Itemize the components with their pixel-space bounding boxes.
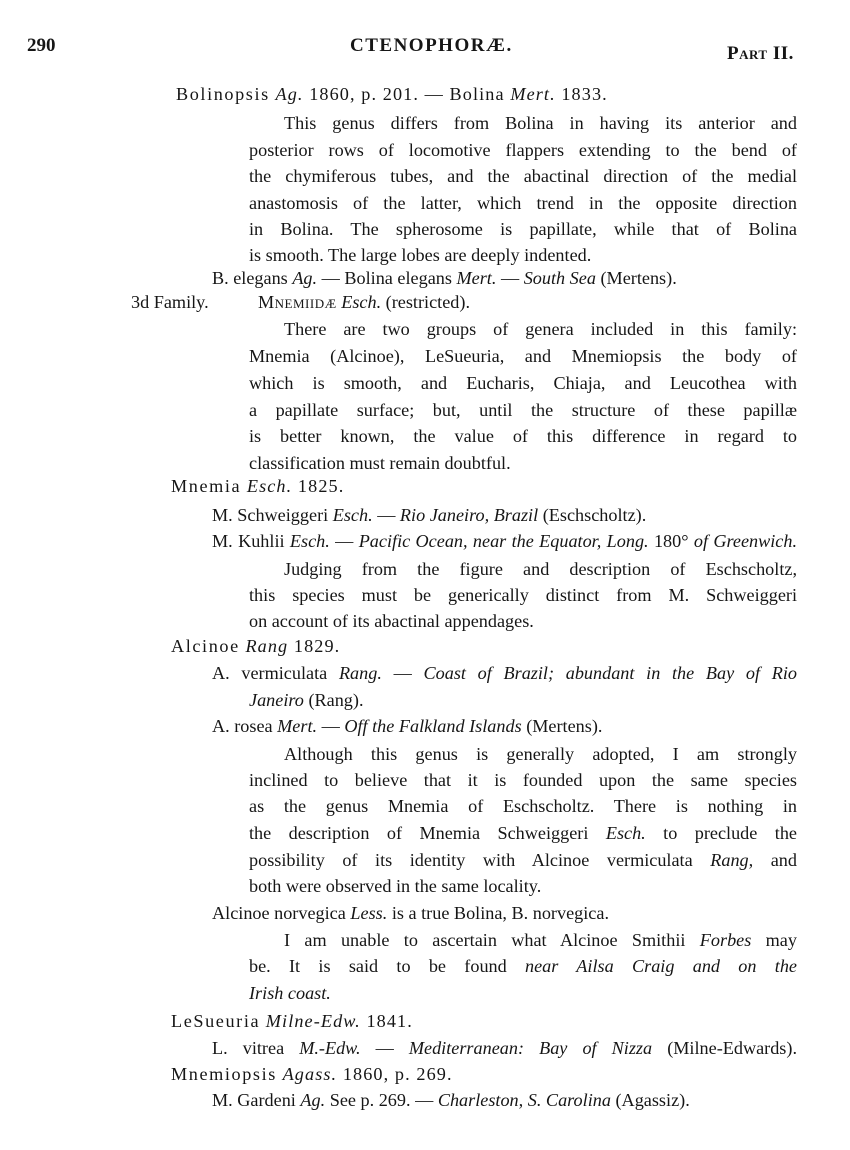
genus-name: Bolinopsis bbox=[176, 84, 270, 104]
text-run: on account of its abactinal appendages. bbox=[249, 611, 534, 631]
text-run: 1825. bbox=[292, 476, 345, 496]
paragraph-line bbox=[249, 423, 797, 449]
text-run: the chymiferous tubes, and the abactinal direction of the medial bbox=[249, 166, 797, 186]
paragraph-line bbox=[249, 980, 331, 1006]
paragraph-line bbox=[249, 216, 797, 242]
text-run: — bbox=[329, 531, 359, 551]
paragraph-line bbox=[249, 370, 797, 396]
italic-text: Agass. bbox=[282, 1064, 338, 1084]
text-run: anastomosis of the latter, which trend in the opposite direction bbox=[249, 193, 797, 213]
text-run: as the genus Mnemia of Eschscholtz. There is nothing in bbox=[249, 796, 797, 816]
text-run: Alcinoe norvegica bbox=[212, 903, 351, 923]
text-run: 1860, p. 269. bbox=[337, 1064, 453, 1084]
text-run: 1841. bbox=[360, 1011, 413, 1031]
text-run: (Agassiz). bbox=[610, 1090, 690, 1110]
paragraph-line bbox=[249, 137, 797, 163]
paragraph-line bbox=[249, 343, 797, 369]
text-run: is better known, the value of this difference in regard to bbox=[249, 426, 797, 446]
family-name bbox=[258, 289, 470, 315]
paragraph-line bbox=[284, 110, 797, 136]
text-run: — bbox=[496, 268, 524, 288]
species-entry bbox=[212, 1035, 797, 1061]
italic-text: Esch. bbox=[605, 823, 646, 843]
italic-text: Milne-Edw. bbox=[265, 1011, 361, 1031]
species-entry bbox=[212, 528, 797, 554]
italic-text: Rio Janeiro, Brazil bbox=[399, 505, 539, 525]
text-run: 3d Family. bbox=[131, 292, 209, 312]
paragraph-line bbox=[249, 793, 797, 819]
part-label: Part II. bbox=[727, 43, 794, 64]
text-run: be. It is said to be found bbox=[249, 956, 526, 976]
paragraph-line bbox=[249, 397, 797, 423]
italic-text: of Greenwich. bbox=[693, 531, 798, 551]
italic-text: Esch. bbox=[246, 476, 293, 496]
text-run: 1829. bbox=[288, 636, 341, 656]
paragraph-line bbox=[249, 582, 797, 608]
text-run: B. elegans bbox=[212, 268, 293, 288]
running-title: CTENOPHORÆ. bbox=[350, 35, 513, 56]
text-run: is a true Bolina, B. norvegica. bbox=[387, 903, 609, 923]
genus-heading bbox=[171, 1061, 453, 1087]
text-run: Judging from the figure and description of Eschscholtz, bbox=[284, 559, 797, 579]
italic-text: Rang bbox=[245, 636, 289, 656]
paragraph-line bbox=[249, 953, 797, 979]
italic-text: Charleston, S. Carolina bbox=[437, 1090, 611, 1110]
italic-text: Janeiro bbox=[249, 690, 304, 710]
genus-heading bbox=[171, 1008, 413, 1034]
text-run: 1833. bbox=[555, 84, 608, 104]
paragraph-line bbox=[249, 820, 797, 846]
text-run: — bbox=[360, 1038, 409, 1058]
text-run: is smooth. The large lobes are deeply indented. bbox=[249, 245, 592, 265]
italic-text: Less. bbox=[350, 903, 388, 923]
species-entry bbox=[212, 660, 797, 686]
italic-text: Coast of Brazil; abundant in the Bay of Rio bbox=[423, 663, 798, 683]
page-number: 290 bbox=[27, 35, 56, 56]
species-entry bbox=[212, 900, 609, 926]
genus-name: Alcinoe bbox=[171, 636, 240, 656]
text-run: M. Gardeni bbox=[212, 1090, 301, 1110]
species-entry bbox=[212, 1087, 690, 1113]
paragraph-line bbox=[249, 608, 534, 634]
text-run: See p. 269. — bbox=[325, 1090, 438, 1110]
paragraph-line bbox=[249, 767, 797, 793]
family-label bbox=[131, 289, 209, 315]
italic-text: Off the Falkland Islands bbox=[344, 716, 522, 736]
text-run: A. rosea bbox=[212, 716, 278, 736]
text-run: — bbox=[372, 505, 400, 525]
paragraph-line bbox=[284, 927, 797, 953]
species-entry bbox=[212, 713, 602, 739]
italic-text: Pacific Ocean, near the Equator, Long. bbox=[358, 531, 649, 551]
text-run: both were observed in the same locality. bbox=[249, 876, 542, 896]
text-run: I am unable to ascertain what Alcinoe Smithii bbox=[284, 930, 700, 950]
genus-heading bbox=[171, 633, 340, 659]
text-run: to preclude the bbox=[645, 823, 797, 843]
text-run: This genus differs from Bolina in having its anterior and bbox=[284, 113, 797, 133]
text-run: possibility of its identity with Alcinoe vermiculata bbox=[249, 850, 711, 870]
italic-text: Mert. bbox=[277, 716, 318, 736]
text-run: A. vermiculata bbox=[212, 663, 339, 683]
genus-name: Mnemia bbox=[171, 476, 242, 496]
text-run: M. Kuhlii bbox=[212, 531, 290, 551]
text-run: M. Schweiggeri bbox=[212, 505, 333, 525]
text-run: and bbox=[753, 850, 797, 870]
text-run: posterior rows of locomotive flappers extending to the bend of bbox=[249, 140, 797, 160]
text-run: classification must remain doubtful. bbox=[249, 453, 511, 473]
paragraph-line bbox=[249, 190, 797, 216]
genus-heading bbox=[171, 473, 344, 499]
text-run: this species must be generically distinct from M. Schweiggeri bbox=[249, 585, 797, 605]
species-entry bbox=[212, 502, 646, 528]
text-run: (Mertens). bbox=[521, 716, 603, 736]
paragraph-line bbox=[284, 556, 797, 582]
italic-text: Forbes bbox=[699, 930, 752, 950]
text-run: a papillate surface; but, until the structure of these papillæ bbox=[249, 400, 797, 420]
paragraph-line bbox=[284, 316, 797, 342]
italic-text: Ag. bbox=[292, 268, 318, 288]
text-run: L. vitrea bbox=[212, 1038, 300, 1058]
text-run: — bbox=[317, 716, 345, 736]
text-run: — bbox=[381, 663, 424, 683]
italic-text: Ag. bbox=[300, 1090, 326, 1110]
paragraph-line bbox=[284, 741, 797, 767]
small-caps-text: Mnemiidæ bbox=[258, 292, 337, 312]
paragraph-line bbox=[249, 873, 541, 899]
text-run: There are two groups of genera included in this family: bbox=[284, 319, 797, 339]
text-run: 180° bbox=[648, 531, 694, 551]
italic-text: M.-Edw. bbox=[299, 1038, 361, 1058]
species-entry bbox=[249, 687, 364, 713]
italic-text: Ag. bbox=[275, 84, 304, 104]
text-run: (restricted). bbox=[381, 292, 470, 312]
italic-text: Rang, bbox=[710, 850, 754, 870]
italic-text: Esch. bbox=[341, 292, 382, 312]
text-run: in Bolina. The spherosome is papillate, while that of Bolina bbox=[249, 219, 797, 239]
text-run: Mnemia (Alcinoe), LeSueuria, and Mnemiopsis the body of bbox=[249, 346, 797, 366]
italic-text: near Ailsa Craig and on the bbox=[525, 956, 797, 976]
species-entry bbox=[212, 265, 677, 291]
italic-text: Irish coast. bbox=[249, 983, 331, 1003]
text-run: (Eschscholtz). bbox=[538, 505, 647, 525]
genus-name: LeSueuria bbox=[171, 1011, 261, 1031]
text-run: 1860, p. 201. — Bolina bbox=[303, 84, 511, 104]
italic-text: Esch. bbox=[332, 505, 373, 525]
italic-text: Mert. bbox=[510, 84, 556, 104]
text-run: may bbox=[751, 930, 797, 950]
italic-text: Rang. bbox=[338, 663, 382, 683]
italic-text: South Sea bbox=[523, 268, 596, 288]
text-run: the description of Mnemia Schweiggeri bbox=[249, 823, 606, 843]
italic-text: Esch. bbox=[289, 531, 330, 551]
paragraph-line bbox=[249, 163, 797, 189]
genus-heading bbox=[176, 81, 608, 107]
text-run: Although this genus is generally adopted, I am strongly bbox=[284, 744, 797, 764]
text-run: (Mertens). bbox=[595, 268, 677, 288]
text-run: (Rang). bbox=[303, 690, 364, 710]
text-run: which is smooth, and Eucharis, Chiaja, and Leucothea with bbox=[249, 373, 797, 393]
genus-name: Mnemiopsis bbox=[171, 1064, 277, 1084]
italic-text: Mert. bbox=[456, 268, 497, 288]
text-run: inclined to believe that it is founded upon the same species bbox=[249, 770, 797, 790]
text-run: — Bolina elegans bbox=[317, 268, 457, 288]
paragraph-line bbox=[249, 847, 797, 873]
italic-text: Mediterranean: Bay of Nizza bbox=[408, 1038, 653, 1058]
text-run: (Milne-Edwards). bbox=[652, 1038, 797, 1058]
